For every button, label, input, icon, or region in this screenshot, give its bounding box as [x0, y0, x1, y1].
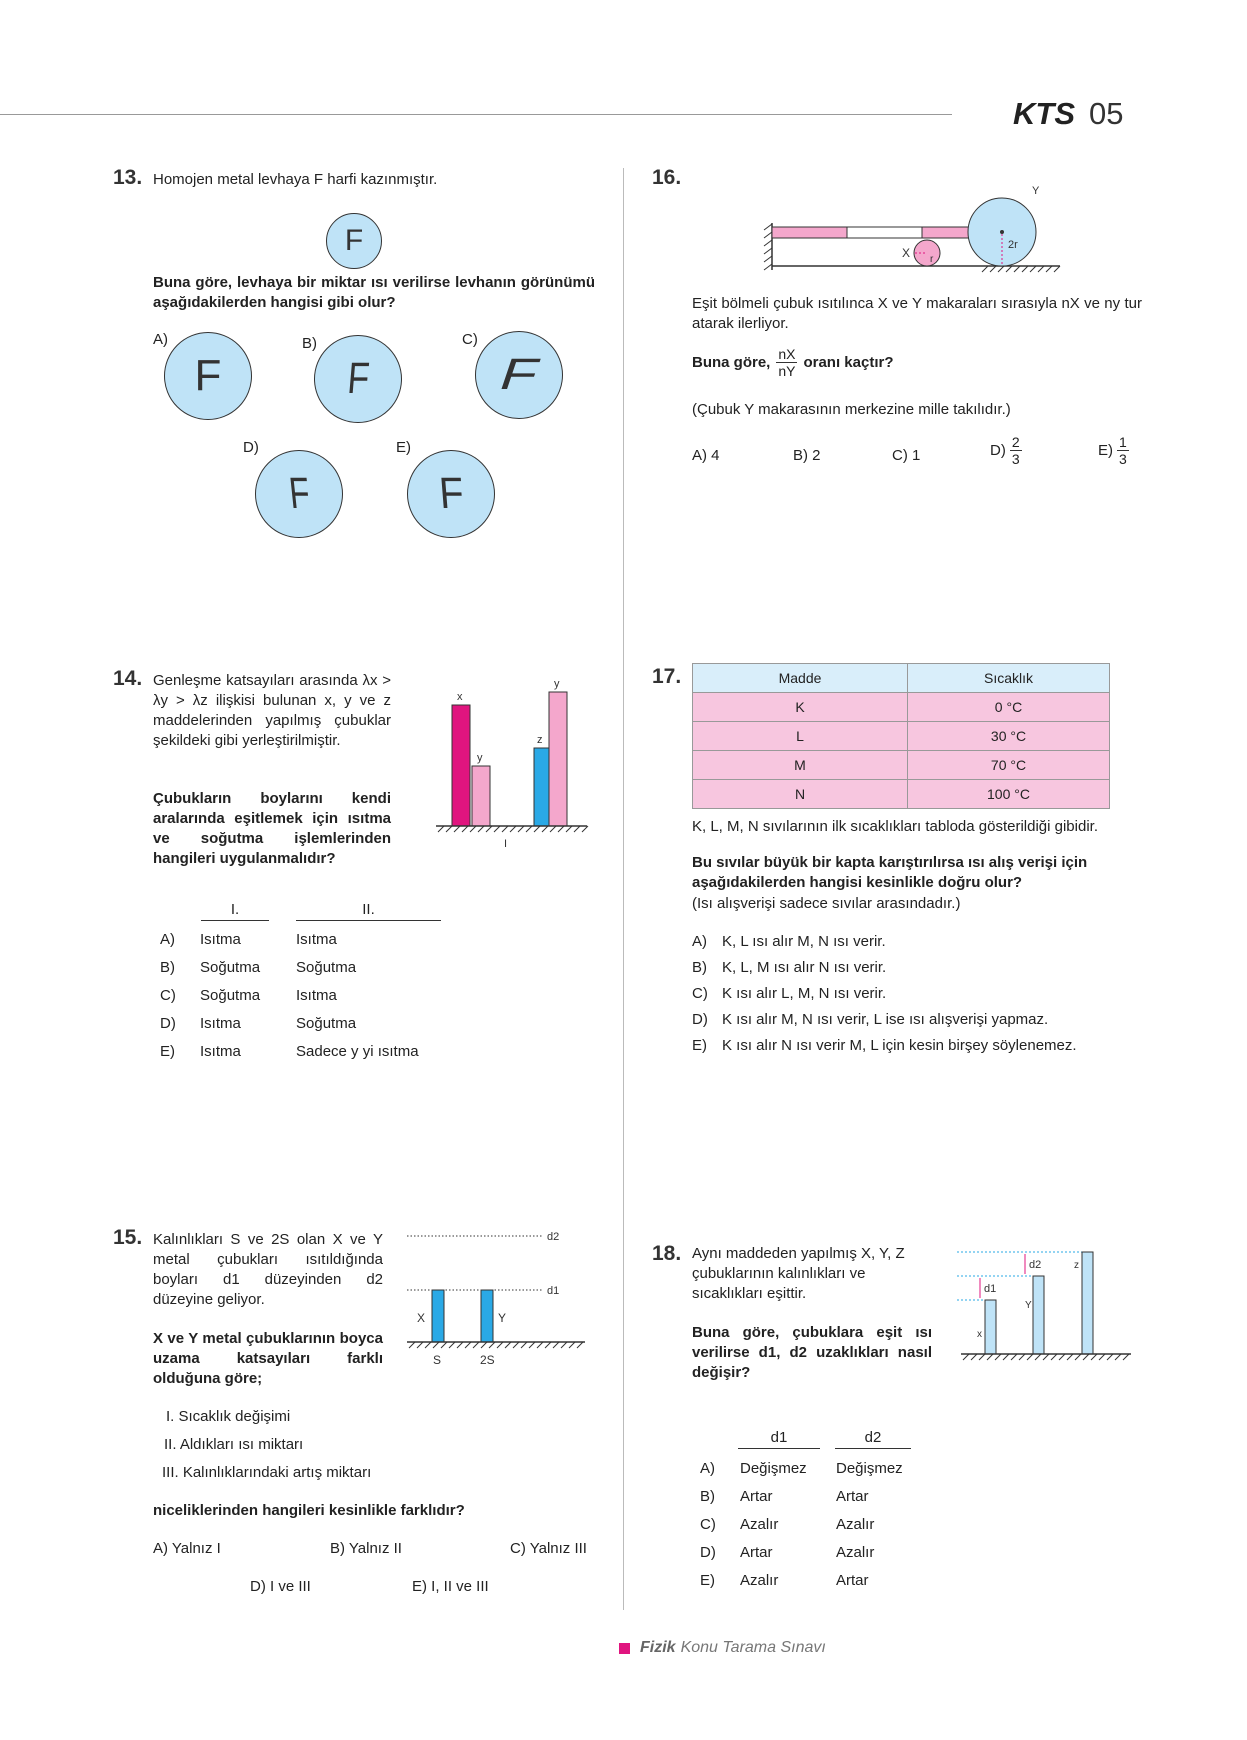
q15-option-a[interactable]: A) Yalnız I	[153, 1540, 221, 1557]
q13-option-a-glyph: F	[194, 351, 222, 400]
q18-figure	[955, 1244, 1135, 1384]
q18-label-d2: d2	[1029, 1259, 1042, 1271]
q18-col-header-1: d1	[738, 1428, 820, 1449]
q17-options	[692, 932, 1077, 1062]
q15-number: 15.	[113, 1226, 143, 1249]
q18-option-e[interactable]: E) Azalır Artar	[700, 1572, 869, 1589]
q18-ground-hatch	[963, 1354, 1129, 1360]
q15-label-y: Y	[498, 1311, 507, 1325]
q13-option-d-glyph: F	[286, 469, 312, 518]
q16-label-2r: 2r	[1008, 239, 1018, 251]
q16-axle	[1000, 230, 1004, 234]
q14-ground-hatch	[438, 826, 588, 832]
q15-label-2s: 2S	[480, 1353, 495, 1367]
q16-ratio	[776, 346, 797, 379]
q16-option-e[interactable]: E) $\frac{1}{3}$	[1098, 434, 1127, 467]
q15-option-b[interactable]: B) Yalnız II	[330, 1540, 402, 1557]
q16-floor-hatch	[982, 266, 1060, 272]
q18-col-header-2: d2	[835, 1428, 911, 1449]
q16-note: (Çubuk Y makarasının merkezine mille takılıdır.)	[692, 401, 1011, 418]
q14-col-header-1: I.	[201, 900, 269, 921]
q17-number: 17.	[652, 665, 682, 688]
q14-option-c[interactable]: C) Soğutma Isıtma	[160, 987, 337, 1004]
q14-number: 14.	[113, 667, 143, 690]
q14-question: Çubukların boylarını kendi aralarında eşitlemek için ısıtma ve soğutma işlemlerinden hangileri uygulanmalıdır?	[153, 790, 391, 867]
q15-rod-x	[432, 1290, 444, 1342]
q14-label-ground: I	[504, 838, 508, 850]
q15-option-e[interactable]: E) I, II ve III	[412, 1578, 489, 1595]
q17-stem: K, L, M, N sıvılarının ilk sıcaklıkları tabloda gösterildiği gibidir.	[692, 818, 1098, 835]
q13-option-d-key[interactable]: D)	[243, 439, 259, 456]
q13-option-b-key[interactable]: B)	[302, 335, 317, 352]
q16-rod-segment-1	[772, 227, 847, 238]
q13-option-a-plate[interactable]	[164, 332, 252, 420]
footer-subject: Fizik	[640, 1639, 676, 1656]
q16-label-r: r	[930, 254, 934, 265]
q15-figure	[405, 1226, 595, 1376]
q13-option-e-glyph: F	[436, 469, 465, 518]
q14-option-e[interactable]: E) Isıtma Sadece y yi ısıtma	[160, 1043, 419, 1060]
q17-note: (Isı alışverişi sadece sıvılar arasındadır.)	[692, 895, 961, 912]
q17-option-e[interactable]: E) K ısı alır N ısı verir M, L için kesin birşey söylenemez.	[692, 1037, 1077, 1054]
q14-option-b[interactable]: B) Soğutma Soğutma	[160, 959, 357, 976]
q15-stem: Kalınlıkları S ve 2S olan X ve Y metal çubukları ısıtıldığında boyları d1 düzeyinden d2 düzeyine geliyor.	[153, 1231, 383, 1308]
q14-option-d[interactable]: D) Isıtma Soğutma	[160, 1015, 357, 1032]
q13-figure-letter: F	[344, 224, 364, 257]
q13-option-e-key[interactable]: E)	[396, 439, 411, 456]
q18-option-d[interactable]: D) Artar Azalır	[700, 1544, 875, 1561]
q18-rod-z	[1082, 1252, 1093, 1354]
q14-rod-y-short	[472, 766, 490, 826]
page-number: 05	[1089, 96, 1124, 131]
q14-col-header-2: II.	[296, 900, 441, 921]
q17-option-a[interactable]: A) K, L ısı alır M, N ısı verir.	[692, 933, 886, 950]
q13-stem: Homojen metal levhaya F harfi kazınmıştır.	[153, 171, 438, 188]
q18-label-d1: d1	[984, 1283, 997, 1295]
q18-number: 18.	[652, 1242, 682, 1265]
q18-option-c[interactable]: C) Azalır Azalır	[700, 1516, 875, 1533]
q16-ratio-num: nX	[778, 346, 796, 362]
q15-label-x: X	[417, 1311, 426, 1325]
q16-label-x: X	[902, 246, 911, 260]
q13-option-c-glyph: F	[492, 350, 546, 399]
q15-tail: niceliklerinden hangileri kesinlikle farklıdır?	[153, 1502, 465, 1519]
q14-label-x: x	[457, 691, 463, 703]
footer-exam: Konu Tarama Sınavı	[680, 1639, 826, 1656]
q14-stem: Genleşme katsayıları arasında λx > λy > λz ilişkisi bulunan x, y ve z maddelerinden yapılmış çubuklar şekildeki gibi yerleştirilmiştir.	[153, 672, 391, 749]
q15-question: X ve Y metal çubuklarının boyca uzama katsayıları farklı olduğuna göre;	[153, 1330, 383, 1387]
q15-item-1: I. Sıcaklık değişimi	[166, 1408, 291, 1425]
header-rule	[0, 114, 952, 115]
q15-option-d[interactable]: D) I ve III	[250, 1578, 311, 1595]
q17-option-c[interactable]: C) K ısı alır L, M, N ısı verir.	[692, 985, 887, 1002]
q13-option-c-key[interactable]: C)	[462, 331, 478, 348]
q15-items	[162, 1407, 371, 1491]
q17-question: Bu sıvılar büyük bir kapta karıştırılırsa ısı alış verişi için aşağıdakilerden hangisi kesinlikle doğru olur?	[692, 854, 1088, 891]
q16-figure	[760, 178, 1070, 290]
q17-option-b[interactable]: B) K, L, M ısı alır N ısı verir.	[692, 959, 887, 976]
footer-square-icon	[619, 1643, 630, 1654]
q13-option-d-plate[interactable]	[255, 450, 343, 538]
q17-table-row: M 70 °C	[693, 751, 1110, 780]
q13-option-c-plate[interactable]	[475, 331, 563, 419]
q17-header-sicaklik: Sıcaklık	[908, 664, 1110, 693]
q15-item-3: III. Kalınlıklarındaki artış miktarı	[162, 1464, 372, 1481]
q16-option-d[interactable]: D) $\frac{2}{3}$	[990, 434, 1020, 467]
q13-option-b-glyph: F	[345, 354, 371, 403]
q16-option-c[interactable]: C) 1	[892, 447, 921, 464]
q16-number: 16.	[652, 166, 682, 189]
q14-option-a[interactable]: A) Isıtma Isıtma	[160, 931, 337, 948]
q18-rod-x	[985, 1300, 996, 1354]
q15-item-2: II. Aldıkları ısı miktarı	[164, 1436, 304, 1453]
q18-rod-y	[1033, 1276, 1044, 1354]
q18-option-a[interactable]: A) Değişmez Değişmez	[700, 1460, 903, 1477]
q16-label-y: Y	[1032, 185, 1040, 197]
q14-label-y-short: y	[477, 752, 483, 764]
q17-header-madde: Madde	[693, 664, 908, 693]
q13-question: Buna göre, levhaya bir miktar ısı verilirse levhanın görünümü aşağıdakilerden hangisi gibi olur?	[153, 274, 595, 311]
q17-table-row: K 0 °C	[693, 693, 1110, 722]
q17-table-row: N 100 °C	[693, 780, 1110, 809]
q15-label-d1: d1	[547, 1285, 560, 1297]
q15-rod-y	[481, 1290, 493, 1342]
q16-option-a[interactable]: A) 4	[692, 447, 720, 464]
q18-label-y: Y	[1025, 1300, 1032, 1311]
q15-label-s: S	[433, 1353, 442, 1367]
q15-ground-hatch	[409, 1342, 583, 1348]
q16-ratio-den: nY	[778, 363, 796, 379]
q16-wall-hatch	[764, 224, 772, 270]
q16-option-b[interactable]: B) 2	[793, 447, 821, 464]
q18-label-x: x	[977, 1329, 982, 1340]
q14-rod-z	[534, 748, 549, 826]
q16-stem: Eşit bölmeli çubuk ısıtılınca X ve Y makaraları sırasıyla nX ve ny tur atarak ilerliyor.	[692, 295, 1142, 332]
footer	[619, 1639, 826, 1657]
q18-options	[700, 1459, 903, 1599]
q18-question: Buna göre, çubuklara eşit ısı verilirse d1, d2 uzaklıkları nasıl değişir?	[692, 1324, 932, 1381]
q17-option-d[interactable]: D) K ısı alır M, N ısı verir, L ise ısı alışverişi yapmaz.	[692, 1011, 1049, 1028]
q14-rod-x	[452, 705, 470, 826]
q15-option-c[interactable]: C) Yalnız III	[510, 1540, 587, 1557]
q18-stem: Aynı maddeden yapılmış X, Y, Z çubuklarının kalınlıkları ve sıcaklıkları eşittir.	[692, 1245, 905, 1302]
q16-rod-segment-2	[847, 227, 922, 238]
q16-question	[692, 346, 894, 379]
q16-question-post: oranı kaçtır?	[803, 353, 894, 371]
q15-label-d2: d2	[547, 1231, 560, 1243]
q14-rod-y-tall	[549, 692, 567, 826]
header-brand: KTS	[1013, 96, 1075, 131]
q14-options	[160, 930, 419, 1070]
q13-option-e-plate[interactable]	[407, 450, 495, 538]
q16-question-pre: Buna göre,	[692, 353, 771, 371]
q13-number: 13.	[113, 166, 143, 189]
column-divider	[623, 168, 624, 1610]
q13-figure-plate	[326, 213, 382, 269]
q17-table	[692, 663, 1110, 809]
q17-table-header	[693, 664, 1110, 693]
q13-option-a-key[interactable]: A)	[153, 331, 168, 348]
q18-label-z: z	[1074, 1260, 1079, 1271]
q18-option-b[interactable]: B) Artar Artar	[700, 1488, 869, 1505]
q13-option-b-plate[interactable]	[314, 335, 402, 423]
q14-figure	[432, 670, 592, 850]
q17-table-row: L 30 °C	[693, 722, 1110, 751]
q14-label-z: z	[537, 734, 543, 746]
q14-label-y-tall: y	[554, 678, 560, 690]
